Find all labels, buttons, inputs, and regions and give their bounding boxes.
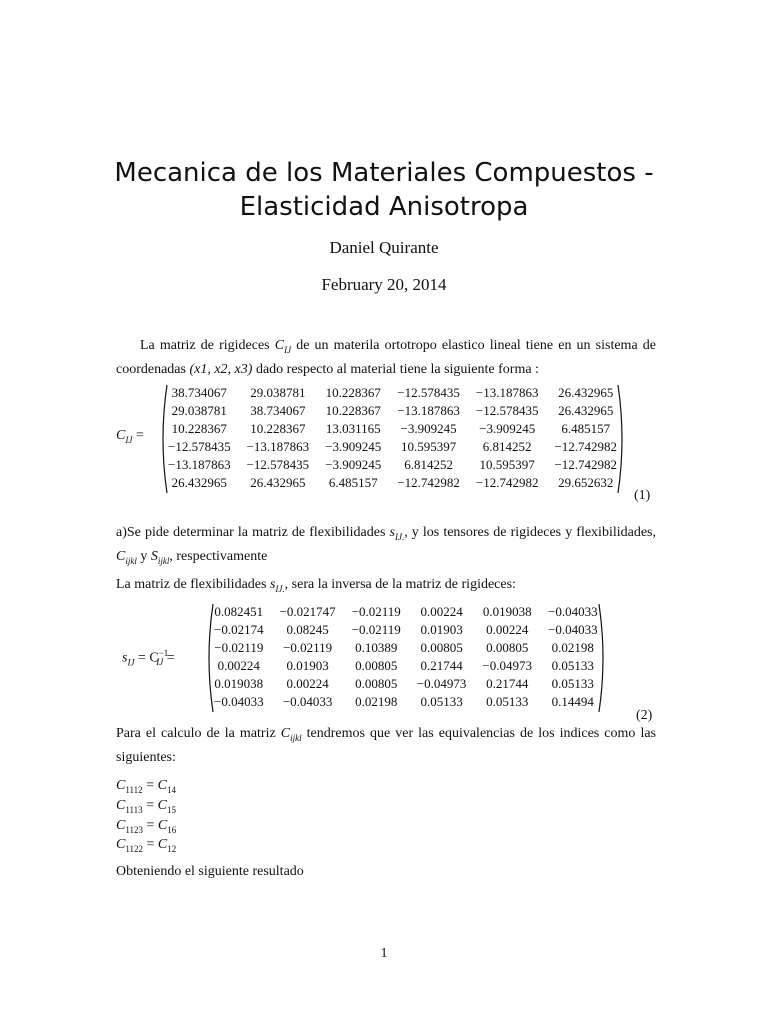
matrix-cell: −0.02119 (351, 622, 401, 637)
matrix-cell: 6.814252 (482, 439, 532, 454)
matrix-cell: 0.00805 (486, 640, 529, 655)
matrix-cell: 10.595397 (479, 457, 535, 472)
matrix-row (206, 675, 606, 693)
coords: (x1, x2, x3) (189, 361, 253, 377)
matrix-cell: 10.228367 (171, 421, 227, 436)
matrix-cell: 0.019038 (214, 676, 264, 691)
question-paragraph: a)Se pide determinar la matriz de flexibilidades $s_{IJ.}$, y los tensores de rigideces y flexibilidades, $C_{ijkl}$ y $S_{ijkl}$, respectivamente (116, 525, 656, 566)
matrix-cell: 0.02198 (551, 640, 594, 655)
flexibility-matrix (206, 603, 606, 711)
matrix-row (160, 438, 625, 456)
matrix-cell: 26.432965 (558, 385, 614, 400)
matrix-cell: 10.228367 (325, 403, 381, 418)
matrix-cell: −12.742982 (397, 475, 460, 490)
matrix-row (206, 657, 606, 675)
left-paren (158, 384, 168, 494)
eq1-number: (1) (634, 488, 651, 503)
matrix-cell: 0.05133 (551, 658, 594, 673)
matrix-cell: 26.432965 (558, 403, 614, 418)
matrix-cell: 0.10389 (355, 640, 398, 655)
c-symbol: $C_{IJ}$ (274, 338, 292, 355)
matrix-cell: 6.485157 (561, 421, 611, 436)
matrix-cell: −0.021747 (279, 604, 336, 619)
matrix-cell: 0.01903 (420, 622, 463, 637)
matrix-cell: 13.031165 (325, 421, 381, 436)
matrix-cell: 0.05133 (420, 694, 463, 709)
matrix-cell: 0.00224 (217, 658, 260, 673)
matrix-cell: −0.04973 (416, 676, 467, 691)
matrix-cell: −12.578435 (246, 457, 310, 472)
matrix-cell: 0.08245 (286, 622, 329, 637)
matrix-cell: 0.00805 (420, 640, 463, 655)
matrix-cell: 26.432965 (171, 475, 227, 490)
right-paren (617, 384, 627, 494)
matrix-cell: 0.21744 (420, 658, 463, 673)
stiffness-matrix-table (160, 384, 625, 492)
matrix-cell: 0.00805 (355, 676, 398, 691)
matrix-cell: −0.02174 (214, 622, 264, 637)
matrix-cell: −13.187863 (246, 439, 310, 454)
matrix-cell: 0.00224 (420, 604, 463, 619)
equivalence-item: $C_{1122} = C_{12}$ (116, 837, 177, 855)
matrix-cell: 10.595397 (400, 439, 457, 454)
flexibility-intro: La matriz de flexibilidades $s_{IJ.}$, sera la inversa de la matriz de rigideces: (116, 577, 516, 594)
equivalence-list (116, 778, 176, 857)
matrix-cell: −13.187863 (397, 403, 460, 418)
matrix-row (160, 402, 625, 420)
matrix-row (160, 456, 625, 474)
matrix-cell: −0.04033 (547, 604, 598, 619)
document-title (84, 156, 684, 224)
flexibility-matrix-table (206, 603, 606, 711)
matrix-cell: 0.00805 (355, 658, 398, 673)
matrix-cell: 0.05133 (551, 676, 594, 691)
matrix-cell: 10.228367 (250, 421, 306, 436)
matrix-cell: −3.909245 (325, 439, 382, 454)
title-line-1: Mecanica de los Materiales Compuestos - (114, 158, 654, 188)
matrix-cell: −13.187863 (475, 385, 539, 400)
eq2-label: $s_{IJ} = C^{-1}_{IJ}$ = (122, 648, 175, 668)
matrix-cell: −0.02119 (283, 640, 333, 655)
matrix-cell: −12.578435 (168, 439, 231, 454)
matrix-row (206, 639, 606, 657)
matrix-cell: 10.228367 (325, 385, 381, 400)
matrix-cell: 0.14494 (551, 694, 594, 709)
matrix-cell: 0.082451 (214, 604, 264, 619)
matrix-cell: −0.02119 (214, 640, 264, 655)
matrix-cell: 0.00224 (286, 676, 329, 691)
matrix-cell: 29.038781 (250, 385, 306, 400)
result-text: Obteniendo el siguiente resultado (116, 864, 304, 879)
left-paren (204, 603, 214, 713)
matrix-row (206, 621, 606, 639)
matrix-cell: −0.04973 (482, 658, 532, 673)
matrix-cell: 6.814252 (404, 457, 453, 472)
matrix-cell: 38.734067 (250, 403, 306, 418)
stiffness-matrix (160, 384, 625, 492)
calc-paragraph: Para el calculo de la matriz $C_{ijkl}$ tendremos que ver las equivalencias de los indices como las siguientes: (116, 726, 656, 765)
matrix-cell: 29.652632 (558, 475, 614, 490)
matrix-row (160, 384, 625, 402)
matrix-cell: −12.742982 (554, 457, 618, 472)
equivalence-item: $C_{1113} = C_{15}$ (116, 797, 176, 815)
matrix-cell: −12.578435 (397, 385, 460, 400)
right-paren (598, 603, 608, 713)
author: Daniel Quirante (329, 238, 439, 257)
matrix-row (206, 603, 606, 621)
matrix-cell: 0.01903 (286, 658, 329, 673)
matrix-cell: 0.21744 (486, 676, 529, 691)
matrix-cell: 0.02198 (355, 694, 398, 709)
matrix-cell: −3.909245 (325, 457, 382, 472)
matrix-cell: −12.742982 (475, 475, 539, 490)
equivalence-item: $C_{1112} = C_{14}$ (116, 778, 176, 795)
matrix-row (160, 420, 625, 438)
matrix-cell: −0.04033 (282, 694, 333, 709)
matrix-cell: 38.734067 (171, 385, 227, 400)
matrix-cell: 6.485157 (328, 475, 378, 490)
matrix-cell: −13.187863 (168, 457, 231, 472)
matrix-cell: −0.04033 (547, 622, 598, 637)
matrix-row (206, 693, 606, 711)
matrix-cell: 26.432965 (250, 475, 306, 490)
matrix-cell: 0.019038 (482, 604, 532, 619)
matrix-cell: 0.00224 (486, 622, 529, 637)
matrix-cell: −0.04033 (214, 694, 264, 709)
matrix-cell: −12.742982 (554, 439, 618, 454)
matrix-row (160, 474, 625, 492)
matrix-cell: −3.909245 (400, 421, 457, 436)
matrix-cell: 29.038781 (171, 403, 227, 418)
matrix-cell: −0.02119 (351, 604, 401, 619)
eq2-number: (2) (636, 708, 653, 723)
matrix-cell: −12.578435 (475, 403, 539, 418)
eq1-label: $C_{IJ}$ = (116, 428, 144, 445)
matrix-cell: −3.909245 (479, 421, 536, 436)
date: February 20, 2014 (321, 275, 447, 294)
title-line-2: Elasticidad Anisotropa (239, 192, 529, 222)
page-number: 1 (380, 946, 388, 961)
intro-paragraph: La matriz de rigideces $C_{IJ}$ de un materila ortotropo elastico lineal tiene en un sistema de coordenadas (x1, x2, x3) dado respecto al material tiene la siguiente forma : (116, 338, 656, 377)
matrix-cell: 0.05133 (486, 694, 529, 709)
equivalence-item: $C_{1123} = C_{16}$ (116, 817, 177, 835)
